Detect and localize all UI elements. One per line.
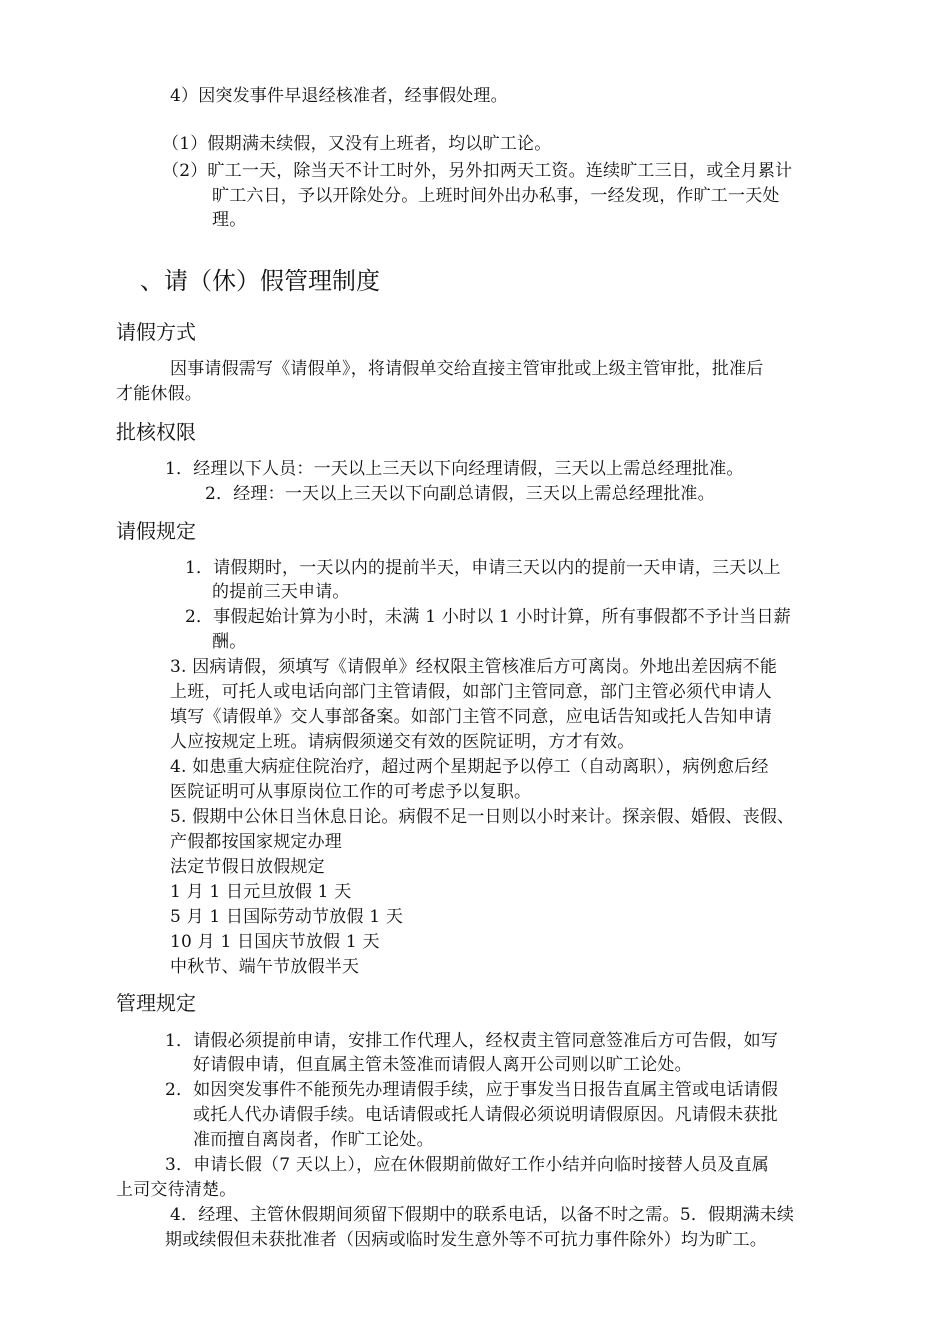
holiday-item: 中秋节、端午节放假半天	[170, 957, 360, 977]
section-title: 、请（休）假管理制度	[140, 267, 380, 295]
list-item: 的提前三天申请。	[212, 582, 350, 602]
list-item: 1．请假必须提前申请，安排工作代理人，经权责主管同意签准后方可告假，如写	[165, 1031, 779, 1051]
list-item: 4. 如患重大病症住院治疗，超过两个星期起予以停工（自动离职），病例愈后经	[170, 757, 769, 777]
subsection-heading: 请假规定	[116, 519, 196, 543]
list-item: 2．如因突发事件不能预先办理请假手续，应于事发当日报告直属主管或电话请假	[165, 1080, 779, 1100]
list-item: 5. 假期中公休日当休息日论。病假不足一日则以小时来计。探亲假、婚假、丧假、	[170, 807, 795, 827]
holiday-item: 5 月 1 日国际劳动节放假 1 天	[170, 907, 404, 927]
list-item: 3. 因病请假，须填写《请假单》经权限主管核准后方可离岗。外地出差因病不能	[170, 657, 778, 677]
list-item: 1．经理以下人员：一天以上三天以下向经理请假，三天以上需总经理批准。	[165, 459, 744, 479]
list-item: 酬。	[212, 632, 247, 652]
subsection-heading: 请假方式	[116, 320, 196, 344]
list-item: 2．事假起始计算为小时，未满 1 小时以 1 小时计算，所有事假都不予计当日薪	[185, 607, 791, 627]
paragraph-line: 理。	[212, 210, 247, 230]
list-item: 准而擅自离岗者，作旷工论处。	[193, 1130, 434, 1150]
paragraph-line: 才能休假。	[116, 384, 202, 404]
list-item: 1．请假期时，一天以内的提前半天，申请三天以内的提前一天申请，三天以上	[185, 558, 781, 578]
paragraph-line: 因事请假需写《请假单》，将请假单交给直接主管审批或上级主管审批，批准后	[170, 359, 764, 379]
list-item: 4．经理、主管休假期间须留下假期中的联系电话，以备不时之需。5．假期满未续	[170, 1205, 795, 1225]
list-item: 医院证明可从事原岗位工作的可考虑予以复职。	[170, 782, 532, 802]
paragraph-line: （1）假期满未续假，又没有上班者，均以旷工论。	[162, 134, 552, 154]
list-item: 3．申请长假（7 天以上），应在休假期前做好工作小结并向临时接替人员及直属	[165, 1155, 769, 1175]
subsection-heading: 批核权限	[116, 420, 196, 444]
list-item: 产假都按国家规定办理	[170, 832, 342, 852]
list-item: 上班，可托人或电话向部门主管请假，如部门主管同意，部门主管必须代申请人	[170, 682, 772, 702]
list-item: 2．经理：一天以上三天以下向副总请假，三天以上需总经理批准。	[205, 484, 715, 504]
paragraph-line: （2）旷工一天，除当天不计工时外，另外扣两天工资。连续旷工三日，或全月累计	[162, 161, 793, 181]
list-item: 填写《请假单》交人事部备案。如部门主管不同意，应电话告知或托人告知申请	[170, 707, 772, 727]
list-item: 或托人代办请假手续。电话请假或托人请假必须说明请假原因。凡请假未获批	[193, 1105, 778, 1125]
list-item: 期或续假但未获批准者（因病或临时发生意外等不可抗力事件除外）均为旷工。	[165, 1230, 767, 1250]
paragraph-line: 旷工六日，予以开除处分。上班时间外出办私事，一经发现，作旷工一天处	[212, 186, 780, 206]
list-item: 好请假申请，但直属主管未签准而请假人离开公司则以旷工论处。	[193, 1055, 692, 1075]
subsection-heading: 管理规定	[116, 991, 196, 1015]
paragraph-line: 4）因突发事件早退经核准者，经事假处理。	[170, 86, 508, 106]
holiday-item: 10 月 1 日国庆节放假 1 天	[170, 932, 380, 952]
list-item: 人应按规定上班。请病假须递交有效的医院证明，方才有效。	[170, 732, 635, 752]
list-item: 上司交待清楚。	[116, 1180, 237, 1200]
holiday-item: 1 月 1 日元旦放假 1 天	[170, 882, 352, 902]
paragraph-line: 法定节假日放假规定	[170, 857, 325, 877]
